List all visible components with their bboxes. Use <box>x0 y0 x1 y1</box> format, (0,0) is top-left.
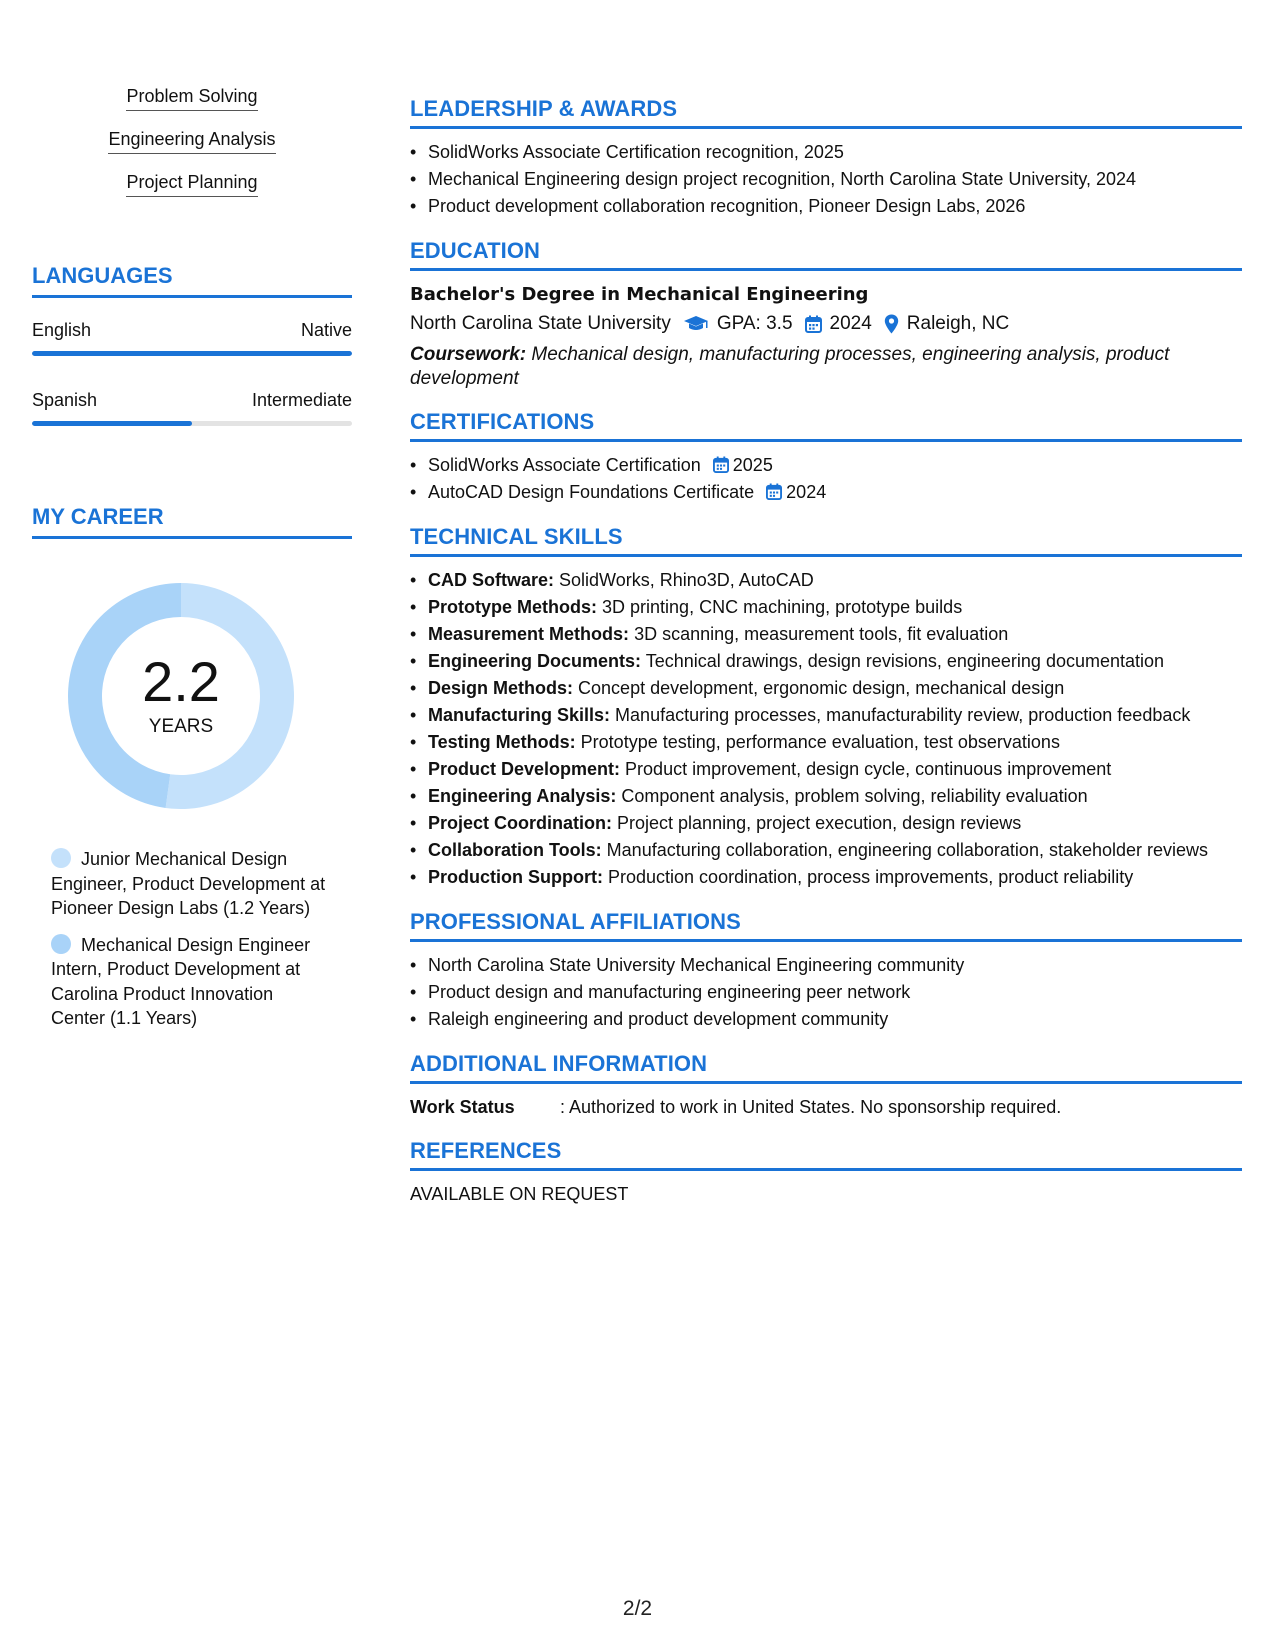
calendar-icon <box>766 483 782 500</box>
technical-skill-label: Production Support: <box>428 867 603 887</box>
technical-skill-label: CAD Software: <box>428 570 555 590</box>
gpa: GPA: 3.5 <box>716 313 793 334</box>
technical-skill-value: SolidWorks, Rhino3D, AutoCAD <box>559 570 814 590</box>
school-location: Raleigh, NC <box>906 313 1010 334</box>
technical-skill-item <box>410 864 1242 891</box>
coursework-label: Coursework: <box>410 344 527 365</box>
technical-skill-value: Project planning, project execution, design reviews <box>617 813 1022 833</box>
certification-item <box>410 479 1242 506</box>
additional-info-section <box>410 1051 1242 1120</box>
references-section <box>410 1138 1242 1207</box>
career-total-value: 2.2 <box>142 650 220 713</box>
certification-name: SolidWorks Associate Certification <box>428 455 701 475</box>
technical-skill-item <box>410 702 1242 729</box>
education-section <box>410 238 1242 391</box>
technical-skill-item <box>410 729 1242 756</box>
education-heading: EDUCATION <box>410 238 1242 271</box>
technical-skill-value: Manufacturing processes, manufacturability review, production feedback <box>615 705 1191 725</box>
leadership-heading: LEADERSHIP & AWARDS <box>410 96 1242 129</box>
graduation-cap-icon <box>683 315 709 333</box>
technical-skill-item <box>410 621 1242 648</box>
language-bar-fill <box>32 421 192 426</box>
certification-item <box>410 452 1242 479</box>
calendar-icon <box>713 456 729 473</box>
certifications-heading: CERTIFICATIONS <box>410 409 1242 442</box>
technical-skill-label: Testing Methods: <box>428 732 576 752</box>
references-heading: REFERENCES <box>410 1138 1242 1171</box>
technical-skill-item <box>410 594 1242 621</box>
career-item <box>51 847 331 921</box>
technical-skill-value: Technical drawings, design revisions, engineering documentation <box>645 651 1165 671</box>
left-column <box>32 86 352 1043</box>
list-item: • North Carolina State University Mechanical Engineering community <box>410 952 1242 979</box>
language-bar-fill <box>32 351 352 356</box>
right-column <box>410 96 1242 1225</box>
language-name: Spanish <box>32 390 98 410</box>
career-item-label: Junior Mechanical Design Engineer, Product Development at Pioneer Design Labs (1.2 Years) <box>51 849 326 918</box>
language-row <box>32 390 352 426</box>
technical-skill-value: Manufacturing collaboration, engineering collaboration, stakeholder reviews <box>606 840 1209 860</box>
language-level: Native <box>300 320 352 340</box>
career-donut-chart <box>66 581 296 811</box>
technical-skill-item <box>410 783 1242 810</box>
map-pin-icon <box>884 314 899 334</box>
technical-skill-item <box>410 675 1242 702</box>
language-bar <box>32 351 352 356</box>
technical-skill-item <box>410 756 1242 783</box>
career-item <box>51 933 331 1031</box>
skill-item: Problem Solving <box>126 86 257 111</box>
languages-section <box>32 263 352 426</box>
technical-skill-value: 3D scanning, measurement tools, fit evaluation <box>634 624 1009 644</box>
skill-item: Project Planning <box>126 172 257 197</box>
list-item: • Raleigh engineering and product development community <box>410 1006 1242 1033</box>
school-name: North Carolina State University <box>410 313 671 334</box>
technical-skill-label: Engineering Analysis: <box>428 786 617 806</box>
references-text: AVAILABLE ON REQUEST <box>410 1184 629 1204</box>
certification-year: 2024 <box>786 482 827 502</box>
coursework-text: Mechanical design, manufacturing processes, engineering analysis, product development <box>410 344 1170 389</box>
affiliations-section <box>410 909 1242 1033</box>
certification-name: AutoCAD Design Foundations Certificate <box>428 482 755 502</box>
technical-skill-value: Prototype testing, performance evaluation, test observations <box>580 732 1060 752</box>
graduation-year: 2024 <box>829 313 872 334</box>
degree-title: Bachelor's Degree in Mechanical Engineering <box>410 284 869 305</box>
technical-skill-label: Collaboration Tools: <box>428 840 602 860</box>
technical-skill-label: Measurement Methods: <box>428 624 630 644</box>
technical-skill-value: Product improvement, design cycle, continuous improvement <box>625 759 1112 779</box>
technical-skill-item <box>410 567 1242 594</box>
certification-year: 2025 <box>732 455 773 475</box>
legend-dot <box>51 848 71 868</box>
language-name: English <box>32 320 92 340</box>
technical-skills-heading: TECHNICAL SKILLS <box>410 524 1242 557</box>
technical-skill-label: Prototype Methods: <box>428 597 597 617</box>
calendar-icon <box>805 315 822 333</box>
work-status-row <box>410 1094 1242 1120</box>
additional-info-heading: ADDITIONAL INFORMATION <box>410 1051 1242 1084</box>
list-item: • Product development collaboration recognition, Pioneer Design Labs, 2026 <box>410 193 1242 220</box>
technical-skill-item <box>410 810 1242 837</box>
soft-skills-list <box>32 86 352 215</box>
work-status-value: : Authorized to work in United States. No sponsorship required. <box>560 1097 1062 1117</box>
career-item-label: Mechanical Design Engineer Intern, Product Development at Carolina Product Innovation Center (1.1 Years) <box>51 934 311 1028</box>
list-item: • SolidWorks Associate Certification recognition, 2025 <box>410 139 1242 166</box>
career-heading: MY CAREER <box>32 504 352 539</box>
technical-skill-value: 3D printing, CNC machining, prototype builds <box>602 597 963 617</box>
affiliations-heading: PROFESSIONAL AFFILIATIONS <box>410 909 1242 942</box>
career-list <box>51 847 331 1031</box>
career-total-unit: YEARS <box>148 716 214 737</box>
leadership-section <box>410 96 1242 220</box>
language-row <box>32 320 352 356</box>
list-item: • Mechanical Engineering design project recognition, North Carolina State University, 2024 <box>410 166 1242 193</box>
technical-skill-item <box>410 648 1242 675</box>
technical-skills-section <box>410 524 1242 891</box>
work-status-label: Work Status <box>410 1097 515 1117</box>
technical-skill-label: Manufacturing Skills: <box>428 705 611 725</box>
coursework <box>410 343 1242 391</box>
technical-skill-label: Product Development: <box>428 759 621 779</box>
technical-skill-value: Production coordination, process improvements, product reliability <box>608 867 1134 887</box>
technical-skill-value: Component analysis, problem solving, reliability evaluation <box>621 786 1088 806</box>
technical-skill-label: Engineering Documents: <box>428 651 642 671</box>
technical-skill-item <box>410 837 1242 864</box>
page-number: 2/2 <box>622 1597 653 1620</box>
legend-dot <box>51 934 71 954</box>
language-bar <box>32 421 352 426</box>
skill-item: Engineering Analysis <box>108 129 275 154</box>
technical-skill-value: Concept development, ergonomic design, mechanical design <box>578 678 1065 698</box>
list-item: • Product design and manufacturing engineering peer network <box>410 979 1242 1006</box>
certifications-section <box>410 409 1242 506</box>
technical-skill-label: Project Coordination: <box>428 813 612 833</box>
language-level: Intermediate <box>251 390 352 410</box>
technical-skill-label: Design Methods: <box>428 678 574 698</box>
education-details <box>410 309 1242 339</box>
languages-heading: LANGUAGES <box>32 263 352 298</box>
career-section <box>32 504 352 1031</box>
